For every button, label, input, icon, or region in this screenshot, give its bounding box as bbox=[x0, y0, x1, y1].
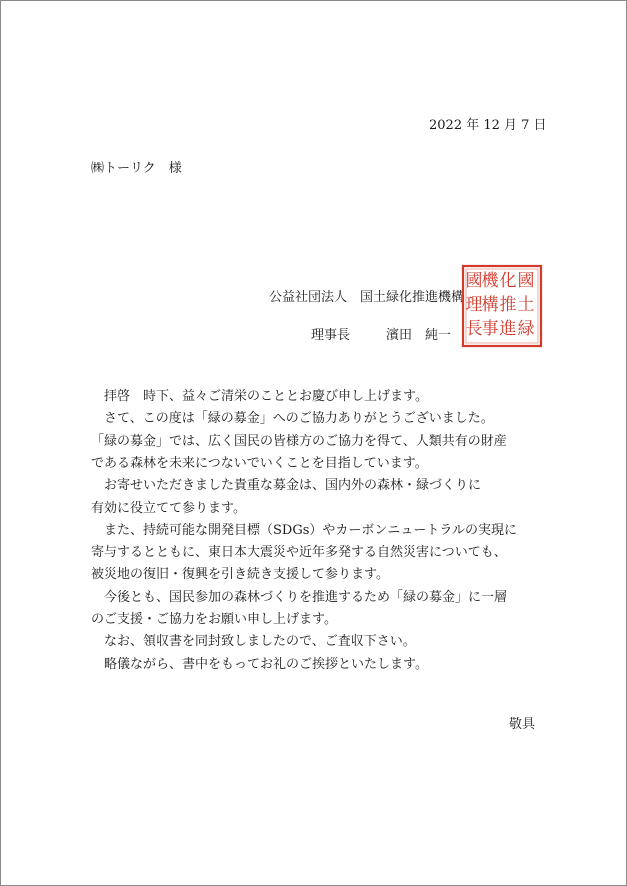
svg-text:理: 理 bbox=[465, 295, 483, 315]
body-line: また、持続可能な開発目標（SDGs）やカーボンニュートラルの実現に bbox=[91, 522, 517, 538]
body-line: のご支援・ご協力をお願い申し上げます。 bbox=[91, 612, 337, 627]
body-line: なお、領収書を同封致しましたので、ご査収下さい。 bbox=[91, 634, 416, 650]
body-line: お寄せいただきました貴重な募金は、国内外の森林・緑づくりに bbox=[91, 478, 482, 494]
svg-text:緑: 緑 bbox=[517, 319, 535, 339]
sender-name: 濱田 純一 bbox=[386, 328, 452, 343]
body-line: 今後とも、国民参加の森林づくりを推進するため「緑の募金」に一層 bbox=[91, 589, 508, 605]
body-line: である森林を未来につないでいくことを目指しています。 bbox=[91, 455, 428, 471]
body-line: 拝啓 時下、益々ご清栄のこととお慶び申し上げます。 bbox=[91, 389, 428, 404]
svg-text:事: 事 bbox=[481, 319, 499, 339]
body-line: 有効に役立てて参ります。 bbox=[91, 500, 246, 516]
body-line: 略儀ながら、書中をもってお礼のご挨拶といたします。 bbox=[91, 656, 428, 672]
svg-text:化: 化 bbox=[499, 271, 517, 291]
sender-role: 理事長 bbox=[311, 328, 351, 343]
body-line: さて、この度は「緑の募金」へのご協力ありがとうございました。 bbox=[91, 411, 494, 427]
svg-text:土: 土 bbox=[517, 295, 535, 315]
sender-organization: 公益社団法人 国土緑化推進機構 bbox=[269, 290, 465, 305]
body-line: 「緑の募金」では、広く国民の皆様方のご協力を得て、人類共有の財産 bbox=[91, 433, 507, 449]
svg-text:國: 國 bbox=[517, 271, 535, 291]
letter-date: 2022 年 12 月 7 日 bbox=[429, 118, 547, 133]
body-line: 被災地の復旧・復興を引き続き支援して参ります。 bbox=[91, 567, 389, 583]
svg-text:進: 進 bbox=[499, 319, 517, 339]
svg-text:機: 機 bbox=[481, 271, 499, 291]
svg-text:推: 推 bbox=[499, 295, 517, 315]
recipient-name: ㈱トーリク 様 bbox=[91, 161, 182, 176]
closing-remark: 敬具 bbox=[509, 717, 536, 732]
body-line: 寄与するとともに、東日本大震災や近年多発する自然災害についても、 bbox=[91, 545, 507, 561]
official-seal-stamp bbox=[461, 264, 543, 348]
svg-text:國: 國 bbox=[465, 271, 483, 291]
svg-text:構: 構 bbox=[481, 295, 499, 315]
svg-text:長: 長 bbox=[465, 319, 483, 339]
